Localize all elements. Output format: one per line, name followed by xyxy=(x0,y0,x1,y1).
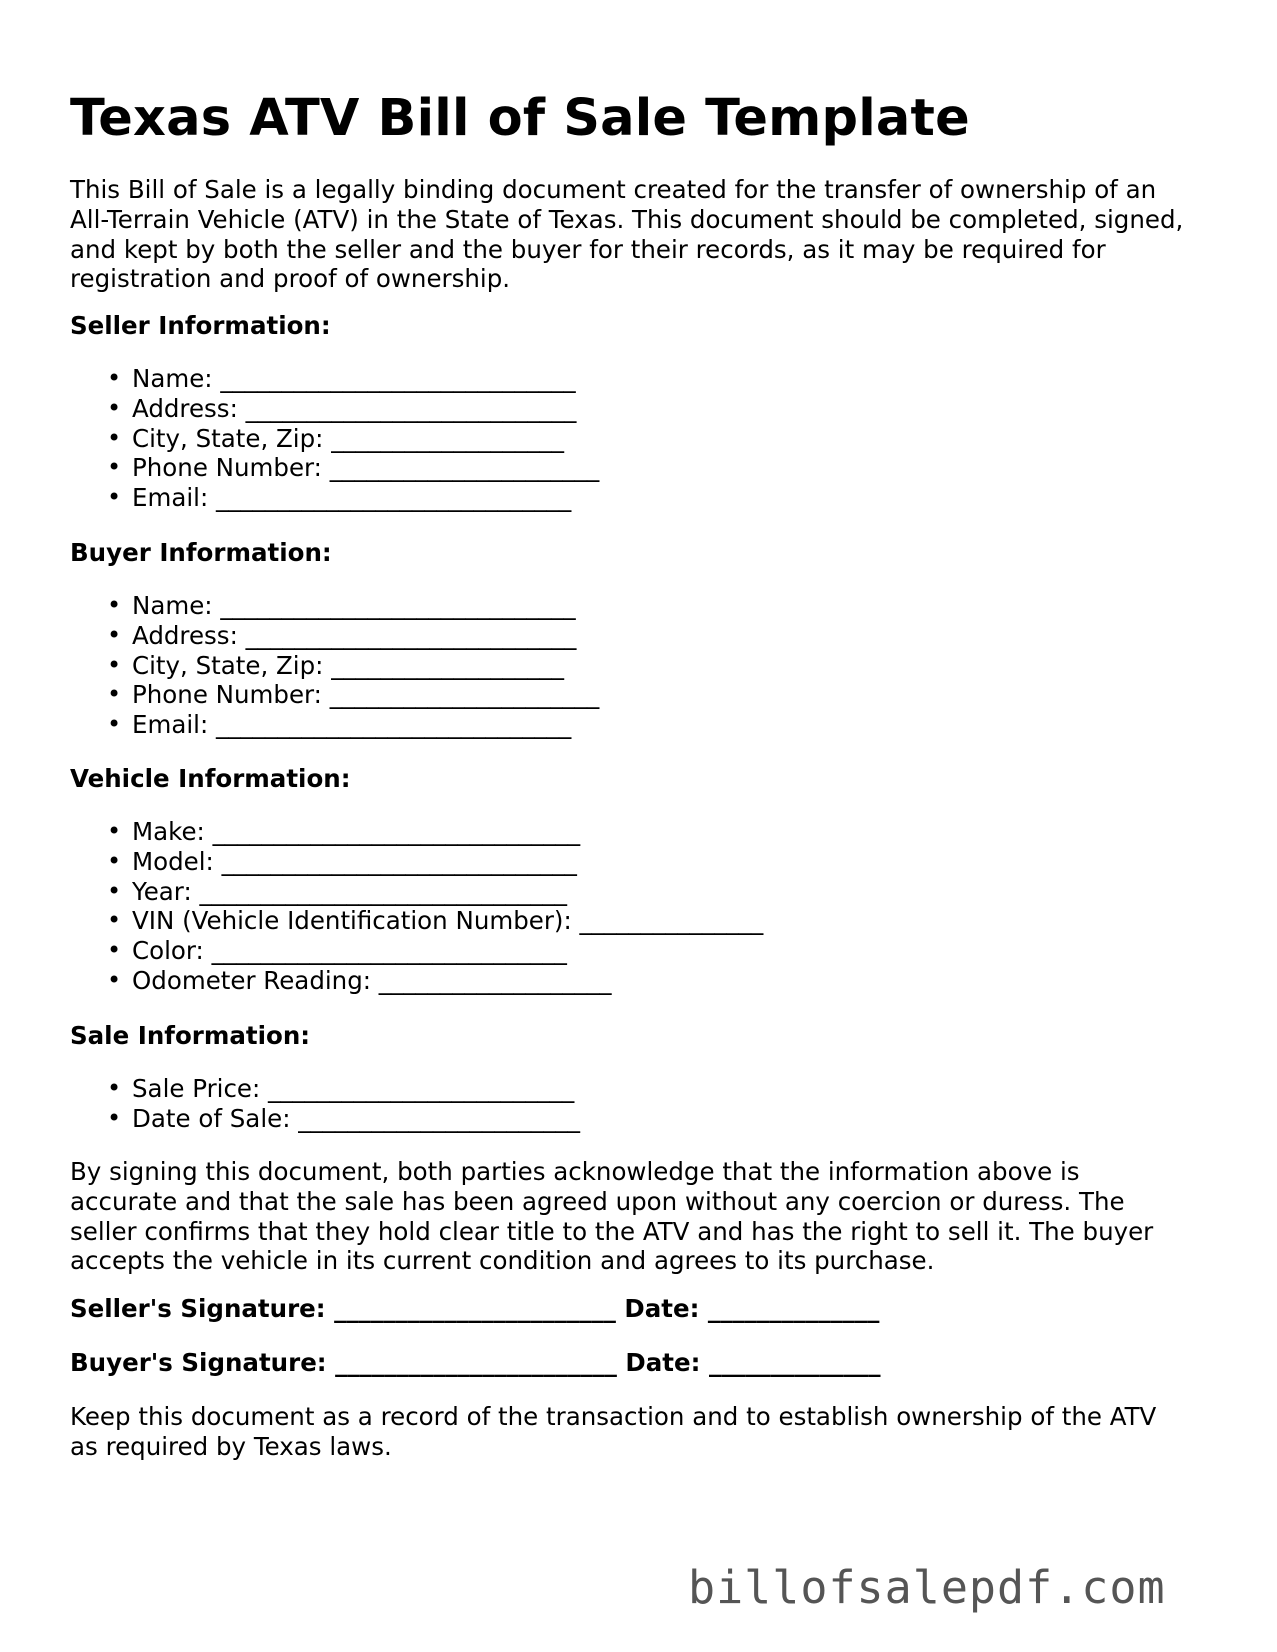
document-title: Texas ATV Bill of Sale Template xyxy=(70,89,970,148)
vehicle-year-field: • Year: ______________________________ xyxy=(107,876,567,906)
bullet: • xyxy=(107,936,122,965)
intro-paragraph xyxy=(70,175,1210,294)
buyer-phone-field: • Phone Number: ______________________ xyxy=(107,680,600,710)
bullet: • xyxy=(107,965,122,994)
sale-price-field: • Sale Price: _________________________ xyxy=(107,1074,575,1103)
buyer-fields xyxy=(70,591,599,740)
buyer-signature-line: Buyer's Signature: _______________________ Date: ______________ xyxy=(70,1348,881,1377)
vehicle-color-field: • Color: _____________________________ xyxy=(107,936,567,966)
seller-signature-line: Seller's Signature: _______________________ Date: ______________ xyxy=(70,1294,880,1323)
bullet: • xyxy=(107,817,122,845)
vehicle-model-field: • Model: _____________________________ xyxy=(107,846,577,876)
vehicle-heading: Vehicle Information: xyxy=(70,764,351,793)
bullet: • xyxy=(107,650,122,679)
intro-line: registration and proof of ownership. xyxy=(70,264,511,294)
buyer-name-field: • Name: _____________________________ xyxy=(107,591,576,620)
bullet: • xyxy=(107,846,122,875)
bullet: • xyxy=(107,710,122,739)
seller-heading: Seller Information: xyxy=(70,311,331,340)
buyer-address-field: • Address: ___________________________ xyxy=(107,620,577,650)
seller-city-state-zip-field: • City, State, Zip: ___________________ xyxy=(107,423,564,453)
bullet: • xyxy=(107,620,122,649)
acknowledgement-line: By signing this document, both parties acknowledge that the information above is xyxy=(70,1157,1080,1186)
seller-name-field: • Name: _____________________________ xyxy=(107,364,576,393)
bullet: • xyxy=(107,423,122,452)
closing-line: as required by Texas laws. xyxy=(70,1431,392,1461)
seller-address-field: • Address: ___________________________ xyxy=(107,393,577,423)
acknowledgement-line: accurate and that the sale has been agreed upon without any coercion or duress. The xyxy=(70,1186,1125,1216)
buyer-heading: Buyer Information: xyxy=(70,538,332,567)
bullet: • xyxy=(107,364,122,392)
intro-line: This Bill of Sale is a legally binding document created for the transfer of ownership of an xyxy=(70,175,1157,204)
bullet: • xyxy=(107,906,122,935)
vehicle-fields xyxy=(70,817,763,996)
sale-fields xyxy=(70,1074,580,1134)
bullet: • xyxy=(107,393,122,422)
acknowledgement-line: accepts the vehicle in its current condition and agrees to its purchase. xyxy=(70,1246,935,1276)
bullet: • xyxy=(107,483,122,512)
vehicle-odometer-field: • Odometer Reading: ___________________ xyxy=(107,965,612,995)
bullet: • xyxy=(107,1103,122,1132)
intro-line: All-Terrain Vehicle (ATV) in the State of Texas. This document should be completed, signed, xyxy=(70,204,1184,234)
buyer-email-field: • Email: _____________________________ xyxy=(107,710,572,740)
sale-heading: Sale Information: xyxy=(70,1021,311,1050)
acknowledgement-paragraph xyxy=(70,1157,1210,1276)
closing-line: Keep this document as a record of the transaction and to establish ownership of the ATV xyxy=(70,1402,1157,1431)
seller-phone-field: • Phone Number: ______________________ xyxy=(107,453,600,483)
bullet: • xyxy=(107,1074,122,1102)
seller-fields xyxy=(70,364,599,513)
bullet: • xyxy=(107,591,122,619)
bullet: • xyxy=(107,876,122,905)
intro-line: and kept by both the seller and the buyer for their records, as it may be required for xyxy=(70,234,1106,264)
site-watermark: billofsalepdf.com xyxy=(688,1561,1166,1614)
bullet: • xyxy=(107,680,122,709)
closing-paragraph xyxy=(70,1402,1210,1462)
acknowledgement-line: seller confirms that they hold clear title to the ATV and has the right to sell it. The buyer xyxy=(70,1216,1154,1246)
bullet: • xyxy=(107,453,122,482)
vehicle-make-field: • Make: ______________________________ xyxy=(107,817,581,846)
sale-date-field: • Date of Sale: _______________________ xyxy=(107,1103,580,1133)
seller-email-field: • Email: _____________________________ xyxy=(107,483,572,513)
vehicle-vin-field: • VIN (Vehicle Identification Number): _______________ xyxy=(107,906,764,936)
buyer-city-state-zip-field: • City, State, Zip: ___________________ xyxy=(107,650,564,680)
